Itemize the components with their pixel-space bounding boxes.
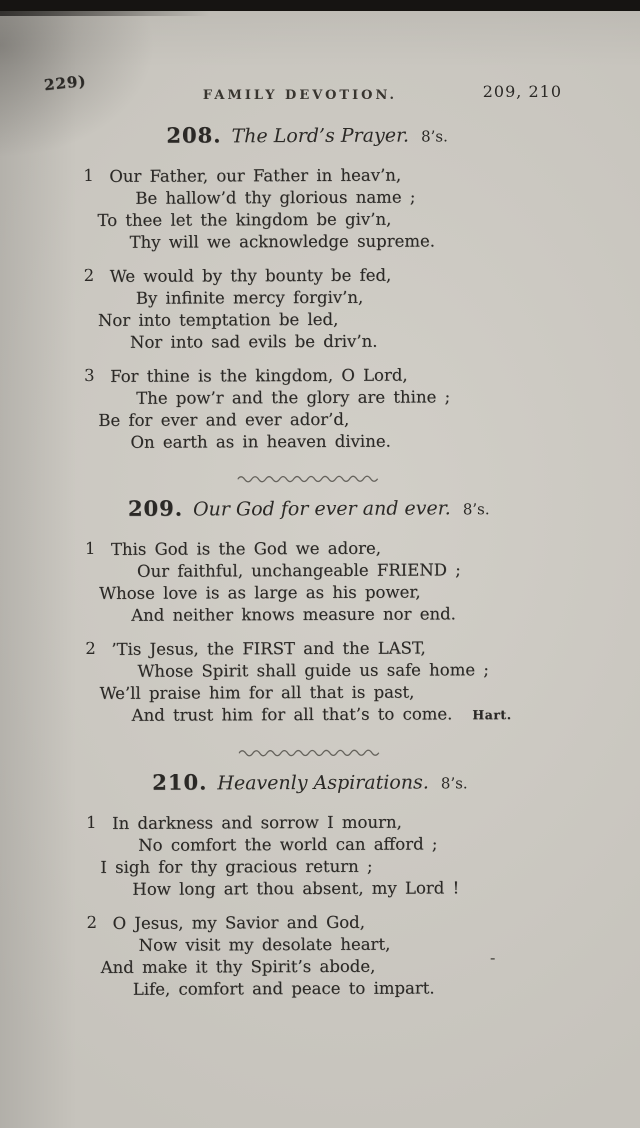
verse-number: 1 <box>84 538 96 558</box>
verse-line: I sigh for thy gracious return ; <box>100 856 373 877</box>
verse-lines <box>98 364 532 454</box>
hymn-title: The Lord’s Prayer. <box>231 124 410 148</box>
hymn-numbers-right: 209, 210 <box>482 82 562 101</box>
hymns <box>83 121 535 1013</box>
verse-line: Now visit my desolate heart, <box>138 934 391 955</box>
verse-lines <box>97 264 532 354</box>
verse-line: And make it thy Spirit’s abode, <box>100 956 376 977</box>
verse-line: Our Father, our Father in heav’n, <box>109 165 402 186</box>
verse-line: Whose Spirit shall guide us safe home ; <box>137 660 489 681</box>
hymn <box>86 768 535 1001</box>
verse-line: How long art thou absent, my Lord ! <box>132 878 460 899</box>
page-number-left: 229) <box>43 71 88 95</box>
verse <box>84 264 532 354</box>
verse-line: And neither knows measure nor end. <box>131 604 456 625</box>
verse-line: The pow’r and the glory are thine ; <box>136 387 451 408</box>
verse-line: We’ll praise him for all that is past, <box>99 682 415 703</box>
verse-number: 1 <box>86 812 97 832</box>
verse <box>87 911 535 1001</box>
verse <box>83 164 531 254</box>
verse-line: Be for ever and ever ador’d, <box>98 409 350 430</box>
hymn-meter: 8’s. <box>440 774 468 793</box>
hymn-number: 208. <box>166 122 222 148</box>
verse-line: Our faithful, unchangeable FRIEND ; <box>136 560 461 581</box>
scan-edge-top <box>0 0 640 11</box>
hymn-title: Our God for ever and ever. <box>193 497 451 521</box>
hymn-meter: 8’s. <box>421 127 448 146</box>
stray-mark: - <box>490 948 496 967</box>
hymn-heading <box>85 494 533 521</box>
verse-number: 2 <box>83 265 95 285</box>
verses <box>83 164 532 454</box>
verse-line: Be hallow’d thy glorious name ; <box>135 187 416 208</box>
verse-number: 2 <box>86 912 98 932</box>
hymn-number: 210. <box>152 769 208 795</box>
hymn-number: 209. <box>127 495 184 521</box>
verse-line: For thine is the kingdom, O Lord, <box>110 365 408 386</box>
hymn-heading <box>86 768 534 795</box>
verse-line: Life, comfort and peace to impart. <box>132 978 435 999</box>
verse-lines <box>100 811 534 901</box>
verse-line: This God is the God we adore, <box>110 538 382 559</box>
hymn-meter: 8’s. <box>462 500 490 519</box>
verse-line: ’Tis Jesus, the FIRST and the LAST, <box>111 638 426 659</box>
verse-lines <box>99 637 533 728</box>
verse-line: Whose love is as large as his power, <box>99 582 421 603</box>
verse <box>85 537 533 627</box>
verse-line: O Jesus, my Savior and God, <box>112 912 366 933</box>
verse-lines <box>97 164 531 254</box>
verse-number: 3 <box>84 365 95 385</box>
verse-line: By infinite mercy forgiv’n, <box>135 287 364 308</box>
hymn <box>83 121 532 454</box>
verses <box>86 811 535 1001</box>
verse-line: In darkness and sorrow I mourn, <box>112 812 402 833</box>
verse-line: To thee let the kingdom be giv’n, <box>97 209 392 230</box>
running-title: FAMILY DEVOTION. <box>202 88 398 103</box>
verse-lines <box>100 911 535 1001</box>
verse-line: On earth as in heaven divine. <box>130 431 391 452</box>
verse-number: 1 <box>83 165 94 185</box>
verse-line: No comfort the world can afford ; <box>138 834 438 855</box>
verse-lines <box>99 537 533 627</box>
verse <box>84 364 532 454</box>
attribution: Hart. <box>472 707 512 723</box>
verse <box>86 811 534 901</box>
verse <box>85 637 533 728</box>
verses <box>85 537 534 728</box>
verse-number: 2 <box>85 638 96 658</box>
hymn-heading <box>83 121 531 148</box>
verse-line: We would by thy bounty be fed, <box>109 265 392 286</box>
hymn <box>85 494 534 728</box>
verse-line: And trust him for all that’s to come. Hart. <box>131 704 512 725</box>
hymn-title: Heavenly Aspirations. <box>217 771 429 795</box>
section-divider <box>85 468 533 480</box>
section-divider <box>86 742 534 754</box>
verse-line: Nor into sad evils be driv’n. <box>129 331 378 352</box>
verse-line: Thy will we acknowledge supreme. <box>129 231 436 252</box>
verse-line: Nor into temptation be led, <box>97 309 339 330</box>
